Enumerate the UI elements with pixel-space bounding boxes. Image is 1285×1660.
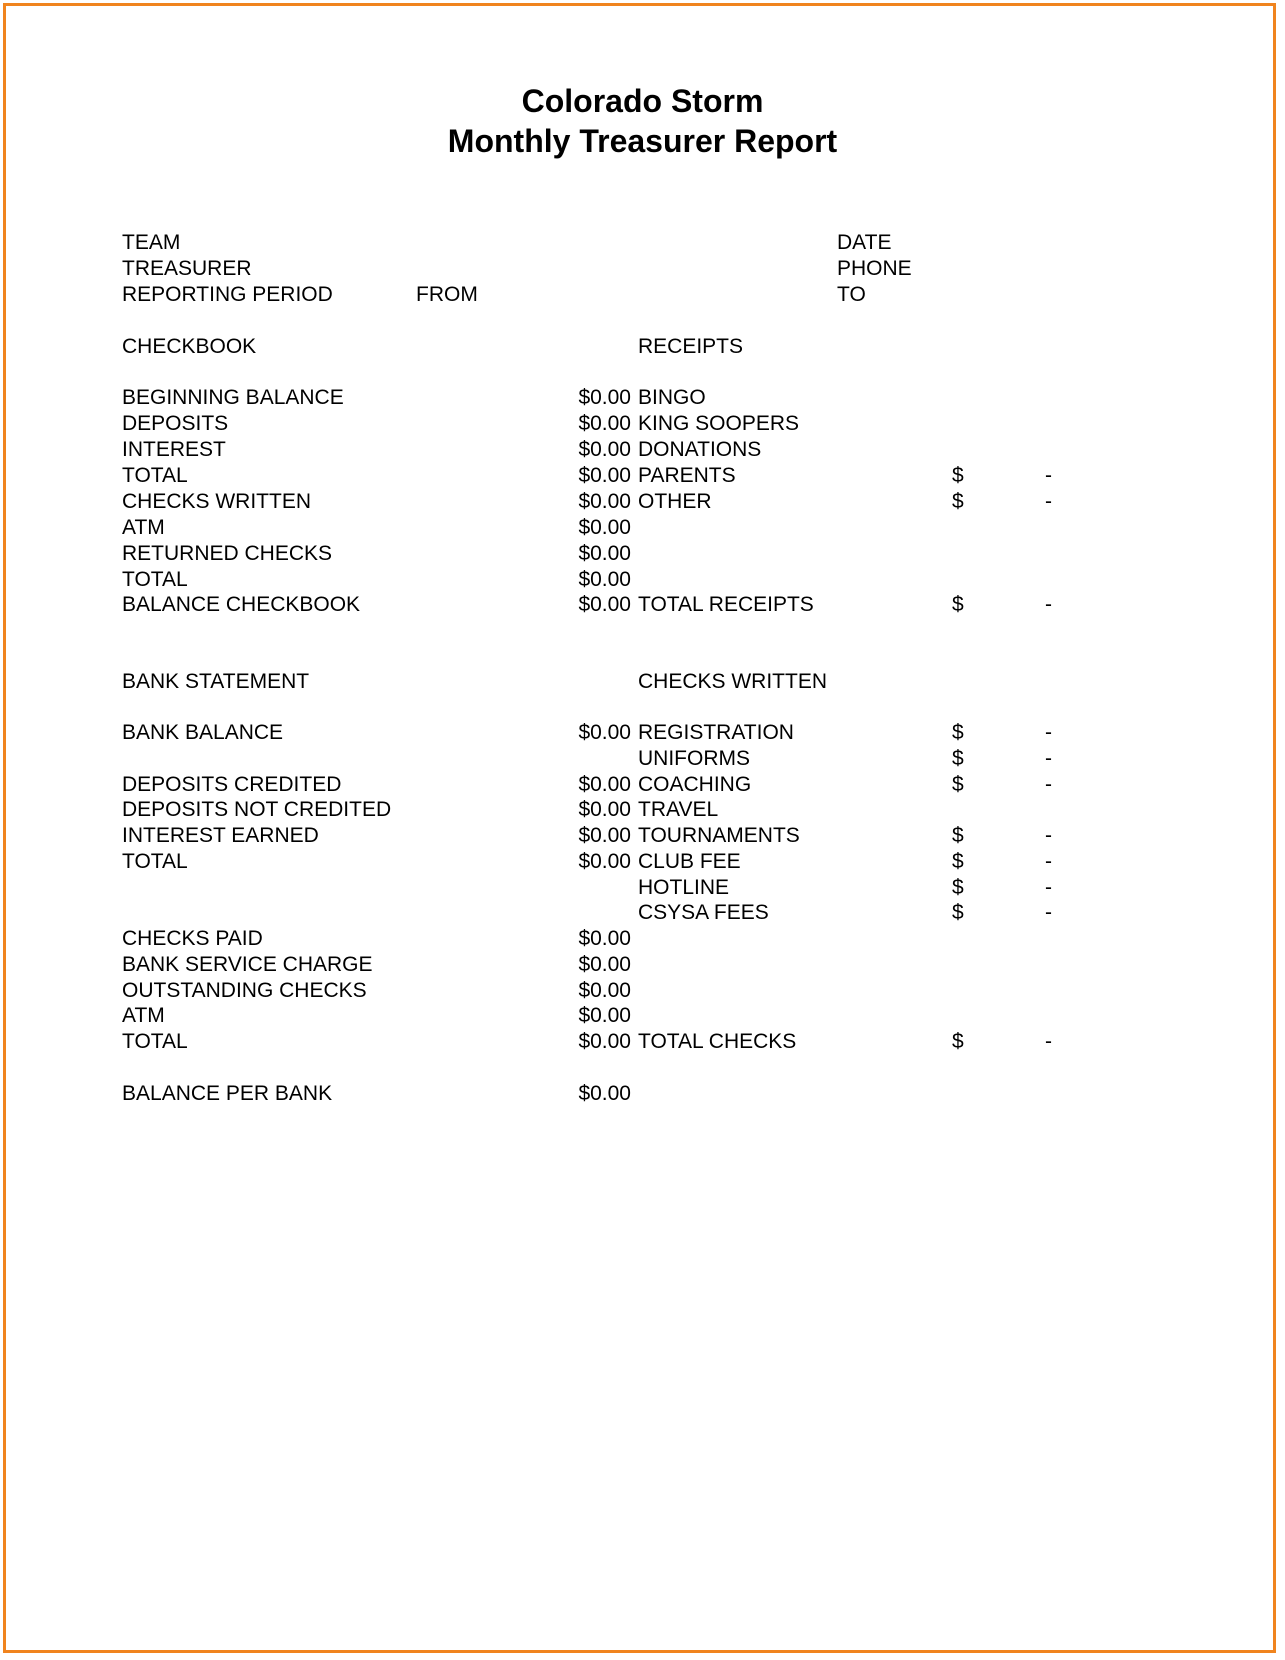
checkbook-row-label: DEPOSITS bbox=[122, 412, 229, 435]
checkbook-row-label: ATM bbox=[122, 516, 165, 539]
checks-row-value: - bbox=[1045, 901, 1052, 924]
total-checks-value: - bbox=[1045, 1030, 1052, 1053]
team-label: TEAM bbox=[122, 231, 181, 254]
to-label: TO bbox=[837, 283, 866, 306]
from-label: FROM bbox=[416, 283, 478, 306]
checkbook-row-amount: $0.00 bbox=[578, 568, 631, 591]
checkbook-row-label: CHECKS WRITTEN bbox=[122, 490, 311, 513]
receipts-heading: RECEIPTS bbox=[638, 335, 744, 358]
bank-row2-label: BANK SERVICE CHARGE bbox=[122, 953, 373, 976]
balance-per-bank-label: BALANCE PER BANK bbox=[122, 1082, 333, 1105]
checkbook-row-amount: $0.00 bbox=[578, 438, 631, 461]
receipts-row-label: KING SOOPERS bbox=[638, 412, 800, 435]
checkbook-row-label: TOTAL bbox=[122, 464, 188, 487]
bank-row-amount: $0.00 bbox=[578, 850, 631, 873]
report-title-line2: Monthly Treasurer Report bbox=[447, 123, 838, 159]
checks-row-value: - bbox=[1045, 773, 1052, 796]
checkbook-row-amount: $0.00 bbox=[578, 593, 631, 616]
bank-row2-label: ATM bbox=[122, 1004, 165, 1027]
reporting-period-label: REPORTING PERIOD bbox=[122, 283, 333, 306]
bank-row2-amount: $0.00 bbox=[578, 1004, 631, 1027]
checkbook-row-amount: $0.00 bbox=[578, 542, 631, 565]
date-label: DATE bbox=[837, 231, 892, 254]
receipts-row-label: BINGO bbox=[638, 386, 706, 409]
phone-label: PHONE bbox=[837, 257, 912, 280]
bank-row2-amount: $0.00 bbox=[578, 979, 631, 1002]
receipts-row-label: OTHER bbox=[638, 490, 712, 513]
checks-row-dollar: $ bbox=[952, 850, 964, 873]
checks-row-value: - bbox=[1045, 747, 1052, 770]
bank-balance-label: BANK BALANCE bbox=[122, 721, 284, 744]
receipts-row-value: - bbox=[1045, 464, 1052, 487]
checks-row-label: TRAVEL bbox=[638, 798, 719, 821]
checkbook-row-amount: $0.00 bbox=[578, 464, 631, 487]
checks-row-value: - bbox=[1045, 824, 1052, 847]
receipts-row-dollar: $ bbox=[952, 464, 964, 487]
bank-row-label: DEPOSITS CREDITED bbox=[122, 773, 342, 796]
checks-row-dollar: $ bbox=[952, 824, 964, 847]
checks-row-dollar: $ bbox=[952, 747, 964, 770]
checkbook-row-label: BEGINNING BALANCE bbox=[122, 386, 344, 409]
bank-statement-heading: BANK STATEMENT bbox=[122, 670, 310, 693]
checks-row-label: CLUB FEE bbox=[638, 850, 741, 873]
bank-row2-amount: $0.00 bbox=[578, 927, 631, 950]
bank-row2-amount: $0.00 bbox=[578, 1030, 631, 1053]
checks-row-value: - bbox=[1045, 876, 1052, 899]
checkbook-row-amount: $0.00 bbox=[578, 516, 631, 539]
checks-row-label: REGISTRATION bbox=[638, 721, 794, 744]
checkbook-row-amount: $0.00 bbox=[578, 490, 631, 513]
total-receipts-label: TOTAL RECEIPTS bbox=[638, 593, 814, 616]
checks-row-label: HOTLINE bbox=[638, 876, 730, 899]
total-checks-label: TOTAL CHECKS bbox=[638, 1030, 797, 1053]
total-checks-dollar: $ bbox=[952, 1030, 964, 1053]
bank-row-amount: $0.00 bbox=[578, 773, 631, 796]
checks-row-label: TOURNAMENTS bbox=[638, 824, 800, 847]
report-title-line1: Colorado Storm bbox=[521, 83, 764, 119]
checks-row-label: UNIFORMS bbox=[638, 747, 750, 770]
receipts-row-label: DONATIONS bbox=[638, 438, 762, 461]
checks-row-label: COACHING bbox=[638, 773, 752, 796]
checks-row-value: - bbox=[1045, 721, 1052, 744]
total-receipts-value: - bbox=[1045, 593, 1052, 616]
total-receipts-dollar: $ bbox=[952, 593, 964, 616]
bank-row-label: TOTAL bbox=[122, 850, 188, 873]
bank-row-amount: $0.00 bbox=[578, 824, 631, 847]
bank-row2-amount: $0.00 bbox=[578, 953, 631, 976]
receipts-row-label: PARENTS bbox=[638, 464, 736, 487]
checks-row-dollar: $ bbox=[952, 876, 964, 899]
checks-written-heading: CHECKS WRITTEN bbox=[638, 670, 827, 693]
balance-per-bank-amount: $0.00 bbox=[578, 1082, 631, 1105]
checks-row-dollar: $ bbox=[952, 721, 964, 744]
checkbook-row-label: BALANCE CHECKBOOK bbox=[122, 593, 361, 616]
checkbook-row-label: INTEREST bbox=[122, 438, 226, 461]
checks-row-dollar: $ bbox=[952, 773, 964, 796]
treasurer-label: TREASURER bbox=[122, 257, 252, 280]
checks-row-value: - bbox=[1045, 850, 1052, 873]
checks-row-label: CSYSA FEES bbox=[638, 901, 769, 924]
bank-row-label: DEPOSITS NOT CREDITED bbox=[122, 798, 392, 821]
bank-row-label: INTEREST EARNED bbox=[122, 824, 319, 847]
bank-row2-label: OUTSTANDING CHECKS bbox=[122, 979, 367, 1002]
bank-row-amount: $0.00 bbox=[578, 798, 631, 821]
bank-row2-label: TOTAL bbox=[122, 1030, 188, 1053]
bank-balance-amount: $0.00 bbox=[578, 721, 631, 744]
checkbook-row-amount: $0.00 bbox=[578, 386, 631, 409]
checkbook-row-amount: $0.00 bbox=[578, 412, 631, 435]
bank-row2-label: CHECKS PAID bbox=[122, 927, 263, 950]
checkbook-row-label: TOTAL bbox=[122, 568, 188, 591]
checkbook-heading: CHECKBOOK bbox=[122, 335, 257, 358]
receipts-row-dollar: $ bbox=[952, 490, 964, 513]
receipts-row-value: - bbox=[1045, 490, 1052, 513]
checks-row-dollar: $ bbox=[952, 901, 964, 924]
checkbook-row-label: RETURNED CHECKS bbox=[122, 542, 333, 565]
